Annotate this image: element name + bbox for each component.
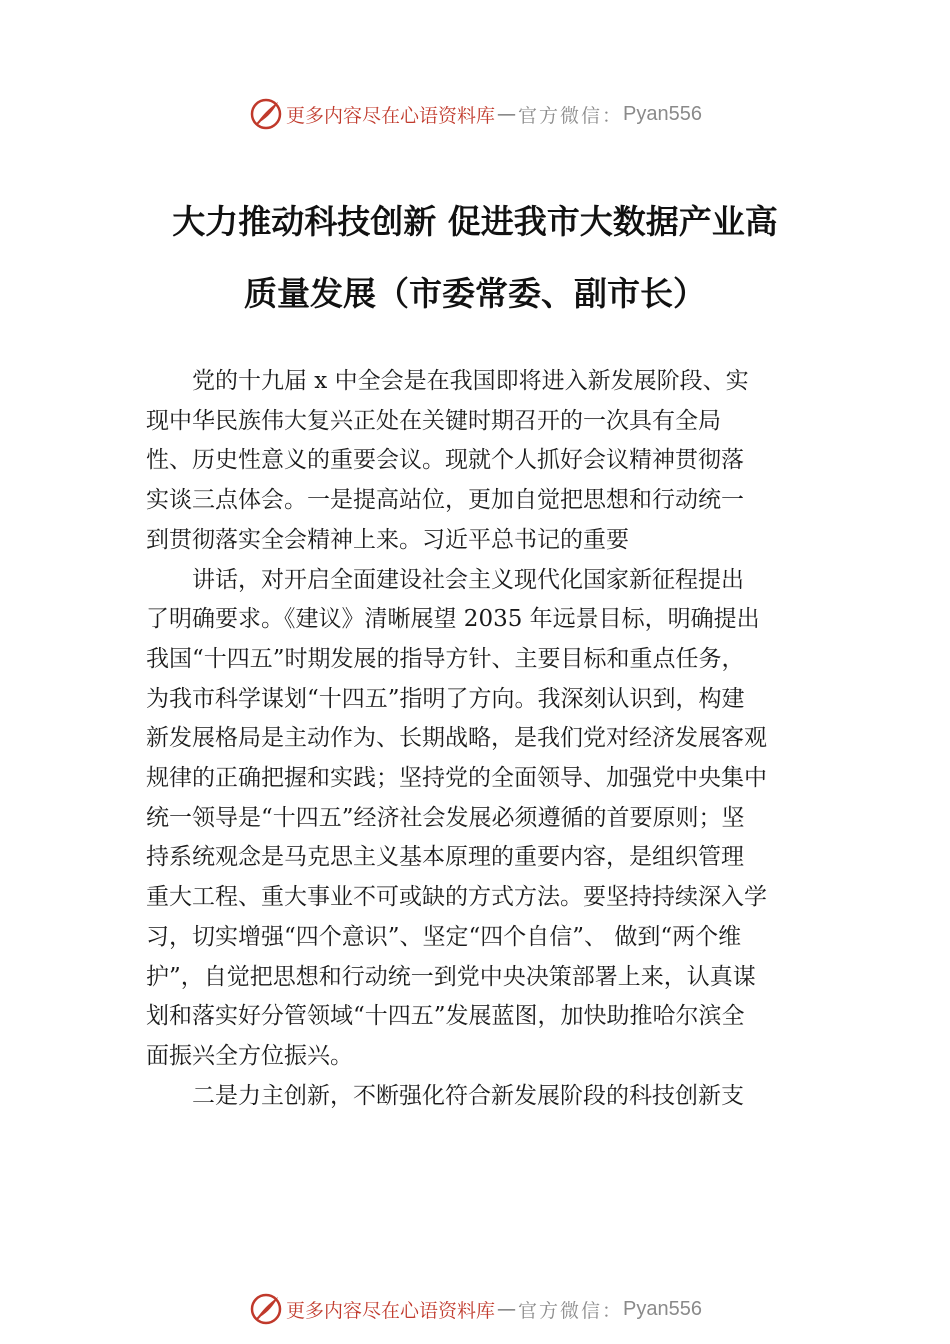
text-line: 了明确要求。《建议》清晰展望 2035 年远景目标，明确提出 [146,606,760,633]
text-line: 我国“十四五”时期发展的指导方针、主要目标和重点任务， [146,645,745,672]
banner-wechat-id: Pyan556 [623,1297,702,1320]
quill-pen-logo-icon [248,96,284,132]
text-line: 实谈三点体会。一是提高站位，更加自觉把思想和行动统一 [146,487,744,514]
text-line: 性、历史性意义的重要会议。现就个人抓好会议精神贯彻落 [146,447,744,474]
footer-banner [0,1289,950,1329]
banner-separator: — [497,1298,517,1320]
text-line: 统一领导是“十四五”经济社会发展必须遵循的首要原则；坚 [146,804,745,831]
text-line: 护”，自觉把思想和行动统一到党中央决策部署上来，认真谋 [146,963,756,990]
paragraph-3 [146,1077,820,1117]
title-line-1: 大力推动科技创新 促进我市大数据产业高 [172,202,778,241]
banner-wechat-label: 官方微信： [518,1299,624,1322]
document-body [146,362,820,1116]
document-title [120,186,830,330]
text-line: 到贯彻落实全会精神上来。习近平总书记的重要 [146,526,629,553]
banner-wechat-label: 官方微信： [518,104,624,127]
text-line: 习，切实增强“四个意识”、坚定“四个自信”、 做到“两个维 [146,923,742,950]
paragraph-2 [146,561,820,1077]
text-line: 规律的正确把握和实践；坚持党的全面领导、加强党中央集中 [146,765,767,792]
quill-pen-logo-icon [248,1291,284,1327]
banner-text: 更多内容尽在心语资料库 [286,104,496,127]
banner-text: 更多内容尽在心语资料库 [286,1299,496,1322]
text-line: 党的十九届 x 中全会是在我国即将进入新发展阶段、实 [192,368,749,394]
header-banner [0,94,950,134]
banner-separator: — [497,103,517,125]
text-line: 划和落实好分管领域“十四五”发展蓝图，加快助推哈尔滨全 [146,1003,745,1030]
text-line: 重大工程、重大事业不可或缺的方式方法。要坚持持续深入学 [146,884,767,911]
text-line: 持系统观念是马克思主义基本原理的重要内容，是组织管理 [146,844,744,871]
text-line: 现中华民族伟大复兴正处在关键时期召开的一次具有全局 [146,407,721,434]
text-line: 面振兴全方位振兴。 [146,1042,353,1069]
text-line: 为我市科学谋划“十四五”指明了方向。我深刻认识到，构建 [146,685,745,712]
title-line-2: 质量发展（市委常委、副市长） [244,274,706,313]
text-line: 讲话，对开启全面建设社会主义现代化国家新征程提出 [192,566,744,593]
paragraph-1 [146,362,820,561]
text-line: 二是力主创新，不断强化符合新发展阶段的科技创新支 [192,1082,744,1109]
text-line: 新发展格局是主动作为、长期战略，是我们党对经济发展客观 [146,725,767,752]
banner-wechat-id: Pyan556 [623,102,702,125]
